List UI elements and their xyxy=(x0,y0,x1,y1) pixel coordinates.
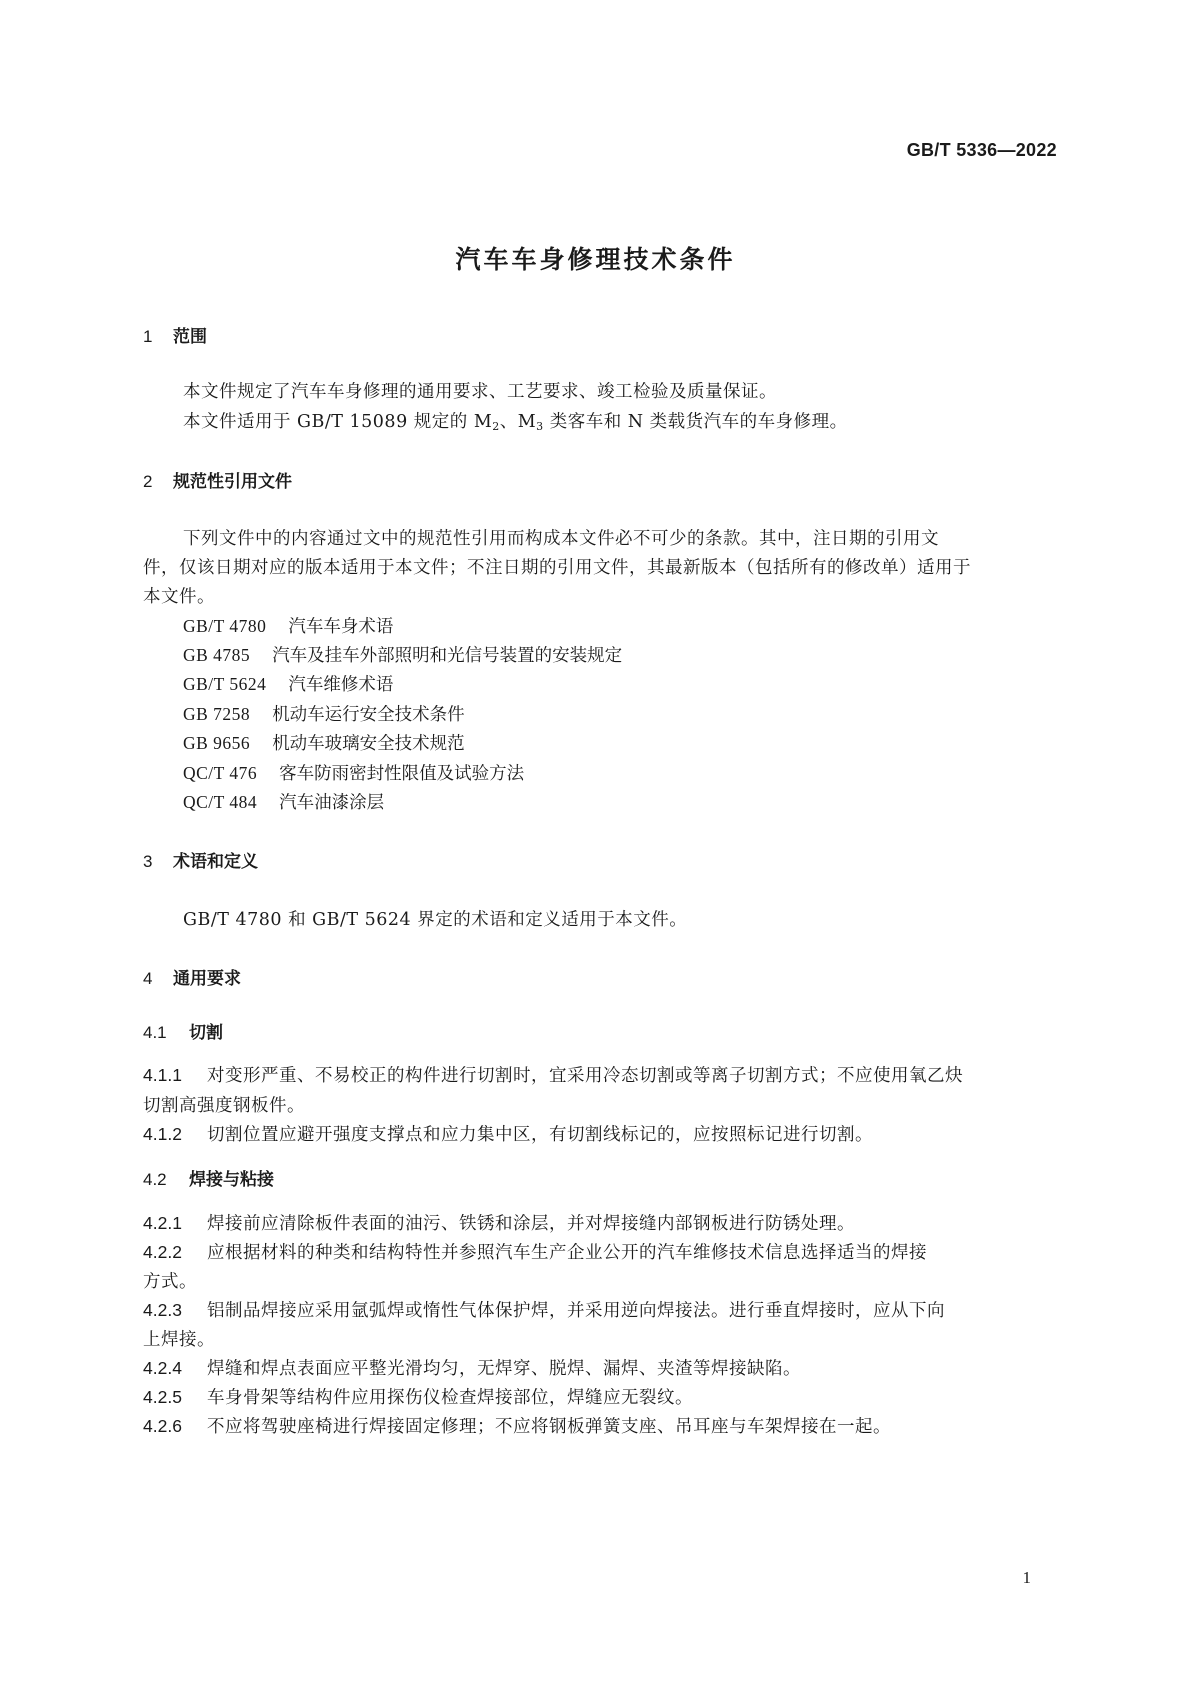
clause-4-2-6: 4.2.6 不应将驾驶座椅进行焊接固定修理；不应将钢板弹簧支座、吊耳座与车架焊接在一起。 xyxy=(143,1416,891,1437)
clause-4-1-1-continued: 切割高强度钢板件。 xyxy=(143,1096,305,1116)
subsection-4-2-heading xyxy=(143,1165,274,1190)
section-number: 2 xyxy=(143,472,153,491)
clause-number: 4.2.6 xyxy=(143,1416,182,1436)
section-1-heading xyxy=(143,322,207,347)
scope-paragraph-2: 本文件适用于 GB/T 15089 规定的 $M_2$、$M_3$ 类客车和 N 类载货汽车的车身修理。 xyxy=(183,412,848,433)
subsection-title: 切割 xyxy=(189,1023,223,1043)
reference-item: GB 9656 机动车玻璃安全技术规范 xyxy=(183,733,465,754)
terms-paragraph: GB/T 4780 和 GB/T 5624 界定的术语和定义适用于本文件。 xyxy=(183,910,688,930)
page-number: 1 xyxy=(1022,1568,1031,1587)
clause-4-2-2-continued: 方式。 xyxy=(143,1272,197,1292)
clause-4-2-5: 4.2.5 车身骨架等结构件应用探伤仪检查焊接部位，焊缝应无裂纹。 xyxy=(143,1387,693,1408)
section-title: 规范性引用文件 xyxy=(173,472,292,492)
scope-paragraph-1: 本文件规定了汽车车身修理的通用要求、工艺要求、竣工检验及质量保证。 xyxy=(183,382,777,402)
clause-4-1-2: 4.1.2 切割位置应避开强度支撑点和应力集中区，有切割线标记的，应按照标记进行切割。 xyxy=(143,1124,873,1145)
subsection-4-1-heading xyxy=(143,1018,223,1043)
clause-number: 4.1.2 xyxy=(143,1124,182,1144)
section-title: 范围 xyxy=(173,327,207,347)
reference-item: GB/T 4780 汽车车身术语 xyxy=(183,616,394,637)
section-4-heading xyxy=(143,964,241,989)
clause-4-1-1: 4.1.1 对变形严重、不易校正的构件进行切割时，宜采用冷态切割或等离子切割方式；不应使用氧乙炔 xyxy=(143,1065,963,1086)
section-title: 术语和定义 xyxy=(173,852,258,872)
subsection-number: 4.2 xyxy=(143,1170,167,1189)
reference-item: GB/T 5624 汽车维修术语 xyxy=(183,674,394,695)
reference-item: GB 7258 机动车运行安全技术条件 xyxy=(183,704,465,725)
clause-number: 4.1.1 xyxy=(143,1065,182,1085)
section-2-heading xyxy=(143,467,292,492)
references-intro-line-2: 件，仅该日期对应的版本适用于本文件；不注日期的引用文件，其最新版本（包括所有的修改单）适用于 xyxy=(143,558,971,578)
clause-4-2-2: 4.2.2 应根据材料的种类和结构特性并参照汽车生产企业公开的汽车维修技术信息选择适当的焊接 xyxy=(143,1242,927,1263)
reference-item: QC/T 476 客车防雨密封性限值及试验方法 xyxy=(183,763,525,784)
clause-number: 4.2.1 xyxy=(143,1213,182,1233)
clause-4-2-3: 4.2.3 铝制品焊接应采用氩弧焊或惰性气体保护焊，并采用逆向焊接法。进行垂直焊接时，应从下向 xyxy=(143,1300,945,1321)
subsection-title: 焊接与粘接 xyxy=(189,1170,274,1190)
clause-4-2-1: 4.2.1 焊接前应清除板件表面的油污、铁锈和涂层，并对焊接缝内部钢板进行防锈处理。 xyxy=(143,1213,855,1234)
clause-number: 4.2.2 xyxy=(143,1242,182,1262)
reference-item: QC/T 484 汽车油漆涂层 xyxy=(183,792,385,813)
reference-item: GB 4785 汽车及挂车外部照明和光信号装置的安装规定 xyxy=(183,645,623,666)
references-intro-line-1: 下列文件中的内容通过文中的规范性引用而构成本文件必不可少的条款。其中，注日期的引用文 xyxy=(183,529,939,549)
section-number: 3 xyxy=(143,852,153,871)
clause-number: 4.2.5 xyxy=(143,1387,182,1407)
clause-number: 4.2.3 xyxy=(143,1300,182,1320)
standard-number: GB/T 5336—2022 xyxy=(906,140,1057,160)
section-number: 1 xyxy=(143,327,153,346)
references-intro-line-3: 本文件。 xyxy=(143,587,215,607)
clause-4-2-4: 4.2.4 焊缝和焊点表面应平整光滑均匀，无焊穿、脱焊、漏焊、夹渣等焊接缺陷。 xyxy=(143,1358,801,1379)
section-number: 4 xyxy=(143,969,153,988)
document-title: 汽车车身修理技术条件 xyxy=(455,245,736,274)
section-3-heading xyxy=(143,847,258,872)
subsection-number: 4.1 xyxy=(143,1023,167,1042)
clause-number: 4.2.4 xyxy=(143,1358,182,1378)
section-title: 通用要求 xyxy=(173,969,241,989)
clause-4-2-3-continued: 上焊接。 xyxy=(143,1330,215,1350)
